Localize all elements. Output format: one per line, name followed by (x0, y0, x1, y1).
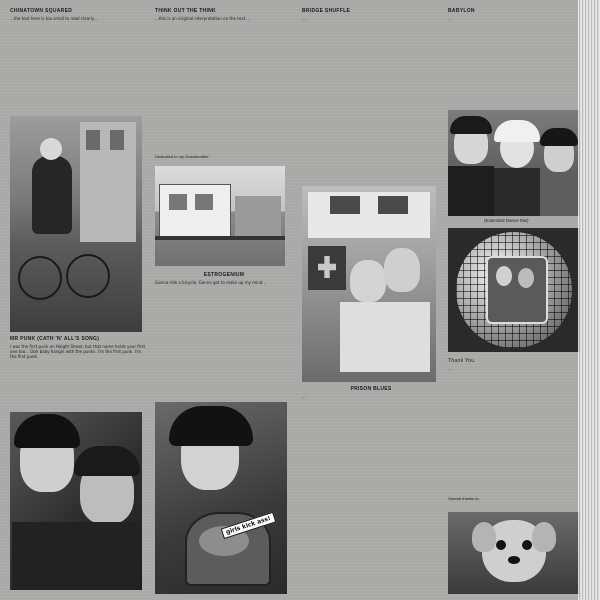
section-heading: MR PUNK (CATH 'N' ALL'S SONG) (10, 336, 100, 342)
section-mr-punk (10, 336, 148, 410)
section-thanks (448, 358, 578, 501)
thanks-heading: Thank You (448, 358, 475, 364)
photo-ambulance (302, 186, 436, 382)
section-think (155, 8, 293, 159)
paper-edge (578, 0, 600, 600)
section-text: I was the first punk on Haight Street, but that name holds your first one too... Ooh baby hangin with the punks. I'm the first punk. I'm the first punk. (10, 344, 147, 360)
section-text: ... (302, 16, 306, 21)
section-heading: ESTROGENIUM (203, 272, 245, 278)
section-bridge (302, 8, 440, 184)
column-two (155, 8, 297, 594)
section-heading: THINK OUT THE THINK (155, 8, 216, 14)
column-one (10, 8, 152, 594)
photo-girl-with-mirror (155, 402, 287, 594)
section-chinatown (10, 8, 148, 114)
section-heading: BABYLON (448, 8, 475, 14)
pin-badge-icon: girls kick ass! (221, 512, 276, 539)
column-four (448, 8, 590, 594)
section-babylon (448, 8, 578, 108)
section-text: Gonna ride a bicycle. Gonna get to make up my mind... (155, 280, 267, 285)
section-prison (302, 386, 440, 590)
dedication-line: Dedicated to my Grandmother. (155, 154, 210, 159)
section-text: ...this is an original interpretation on the text... (155, 16, 249, 21)
column-three (302, 8, 444, 594)
photo-trailer-house (155, 166, 285, 266)
section-estrogenium (155, 272, 293, 388)
section-heading: BRIDGE SHUFFLE (302, 8, 351, 14)
photo-disco-ball (448, 228, 580, 352)
section-heading: PRISON BLUES (350, 386, 392, 392)
mix-caption: (Extended Dance Mix) (484, 218, 529, 223)
photo-bicycle-rider (10, 116, 142, 332)
section-heading: CHINATOWN SQUARED (10, 8, 73, 14)
section-text: ...the text here is too small to read clearly... (10, 16, 98, 21)
section-text: ... (448, 16, 452, 21)
photo-two-girls (10, 412, 142, 590)
photo-three-figures (448, 110, 580, 216)
special-thanks: Special thanks to: (448, 496, 480, 501)
section-text: ... (302, 394, 306, 399)
photo-small-dog (448, 512, 580, 594)
thanks-text: ... (448, 366, 452, 371)
